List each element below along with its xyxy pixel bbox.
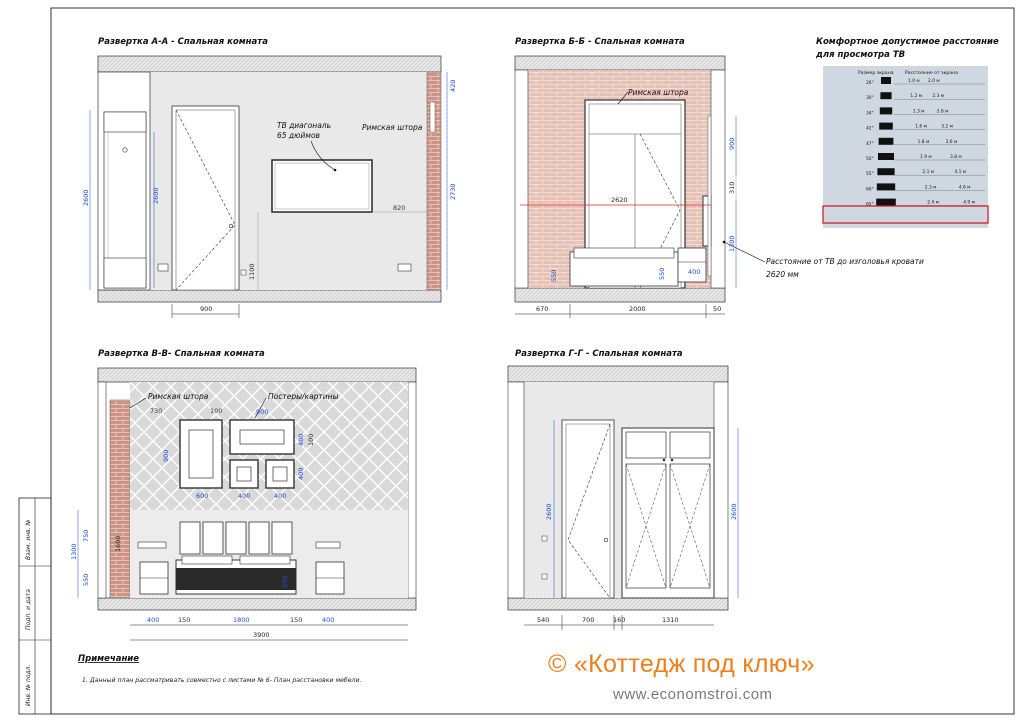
tv-row-min: 1.0 м bbox=[908, 79, 920, 84]
tv-screen-icon bbox=[879, 138, 894, 145]
aa-dim-tv-y: 1100 bbox=[248, 263, 256, 280]
bb-dim-left: 670 bbox=[536, 305, 549, 313]
tv-row-size: 55" bbox=[866, 172, 874, 178]
notes-item-1: 1. Данный план рассматривать совместно с листами № 6- План расстановки мебели. bbox=[82, 677, 362, 684]
view-gg-title: Развертка Г-Г - Спальная комната bbox=[515, 349, 683, 359]
notes-block bbox=[78, 654, 362, 684]
view-vv bbox=[70, 349, 416, 640]
tv-row-size: 30" bbox=[866, 96, 874, 102]
brand-site: www.economstroi.com bbox=[613, 686, 773, 703]
tv-panel-title-2: для просмотра ТВ bbox=[816, 50, 906, 60]
vv-dim-b5: 400 bbox=[322, 616, 335, 624]
stamp-inv-orig: Инв. № подл. bbox=[25, 664, 32, 706]
gg-dim-wardrobe-h: 2600 bbox=[730, 503, 738, 520]
tv-row-size: 42" bbox=[866, 126, 874, 132]
tv-row-size: 65" bbox=[866, 202, 874, 208]
tv-screen-icon bbox=[881, 77, 891, 84]
view-gg bbox=[508, 349, 738, 630]
gg-dim-b4: 1310 bbox=[662, 616, 679, 624]
vv-dim-gap-m: 100 bbox=[210, 407, 223, 415]
vv-dim-total: 3900 bbox=[253, 631, 270, 639]
bb-distance: 2620 bbox=[611, 196, 628, 204]
tv-panel-col-dist: Расстояние от экрана bbox=[905, 71, 958, 76]
aa-tv-label-1: ТВ диагональ bbox=[277, 121, 332, 130]
notes-heading: Примечание bbox=[78, 654, 140, 664]
tv-row-max: 2.6 м bbox=[936, 109, 949, 115]
aa-dim-cab-h: 2600 bbox=[152, 187, 160, 204]
tv-row-min: 2.1 м bbox=[922, 170, 935, 176]
tv-screen-icon bbox=[880, 92, 891, 99]
tv-row-max: 4.9 м bbox=[963, 200, 975, 206]
view-bb-title: Развертка Б-Б - Спальная комната bbox=[515, 37, 685, 47]
tv-screen-icon bbox=[876, 199, 896, 206]
vv-dim-head-h: 550 bbox=[281, 575, 289, 588]
tv-row-size: 34" bbox=[866, 111, 874, 117]
tv-panel-col-size: Размер экрана bbox=[858, 71, 894, 76]
aa-curtain-label: Римская штора bbox=[362, 123, 423, 132]
bb-curtain-label: Римская штора bbox=[628, 88, 689, 97]
tv-row-max: 2.3 м bbox=[932, 94, 945, 100]
view-aa bbox=[82, 37, 457, 318]
tv-row-max: 2.0 м bbox=[928, 79, 940, 84]
aa-dim-door-w: 900 bbox=[200, 305, 213, 313]
vv-dim-r-h2: 400 bbox=[297, 467, 305, 480]
tv-panel-title-1: Комфортное допустимое расстояние bbox=[816, 37, 999, 47]
vv-dim-b2: 150 bbox=[178, 616, 191, 624]
vv-dim-b1: 400 bbox=[147, 616, 160, 624]
gg-dim-b2: 700 bbox=[582, 616, 595, 624]
vv-dim-sm-b: 400 bbox=[274, 492, 287, 500]
tv-row-min: 1.8 м bbox=[917, 139, 930, 145]
bb-dim-bed-h: 550 bbox=[550, 269, 558, 282]
aa-dim-top: 420 bbox=[449, 79, 457, 92]
bb-note-2: 2620 мм bbox=[766, 270, 799, 279]
tv-row-max: 4.6 м bbox=[958, 185, 971, 191]
vv-curtain-label: Римская штора bbox=[148, 392, 209, 401]
tv-row-size: 50" bbox=[866, 157, 874, 162]
view-vv-title: Развертка В-В- Спальная комната bbox=[98, 349, 265, 359]
vv-posters-label: Постеры/картины bbox=[268, 392, 339, 401]
bb-dim-low-h: 1300 bbox=[728, 235, 736, 252]
tv-row-max: 3.8 м bbox=[950, 155, 962, 160]
bb-dim-night-w: 400 bbox=[688, 268, 701, 276]
bb-dim-night-h: 550 bbox=[658, 267, 666, 280]
aa-dim-room-h: 2730 bbox=[449, 183, 457, 200]
tv-row-size: 26" bbox=[866, 81, 874, 86]
vv-dim-mid: 750 bbox=[82, 529, 90, 542]
tv-row-min: 2.4 м bbox=[927, 200, 939, 206]
brand-name: © «Коттедж под ключ» bbox=[548, 650, 815, 678]
aa-dim-tv-w: 820 bbox=[393, 204, 406, 212]
tv-row-min: 1.6 м bbox=[915, 124, 927, 130]
tv-row-size: 47" bbox=[866, 141, 874, 147]
vv-dim-top-w: 900 bbox=[256, 408, 269, 416]
tv-row-max: 3.6 м bbox=[945, 139, 958, 145]
bb-dim-bed-w: 2000 bbox=[629, 305, 646, 313]
vv-dim-big-h: 900 bbox=[162, 449, 170, 462]
vv-dim-wall-h: 1300 bbox=[70, 543, 78, 560]
vv-dim-lo: 550 bbox=[82, 573, 90, 586]
stamp-sign-date: Подп. и дата bbox=[25, 589, 32, 630]
stamp-block bbox=[19, 498, 51, 714]
tv-row-max: 4.1 м bbox=[954, 170, 967, 176]
gg-dim-door-h: 2600 bbox=[545, 503, 553, 520]
tv-screen-icon bbox=[877, 183, 895, 190]
gg-dim-b1: 540 bbox=[537, 616, 550, 624]
bb-dim-right: 50 bbox=[713, 305, 722, 313]
bb-dim-win-mid: 310 bbox=[728, 181, 736, 194]
vv-dim-b4: 150 bbox=[290, 616, 303, 624]
tv-screen-icon bbox=[879, 123, 893, 130]
aa-tv-label-2: 65 дюймов bbox=[277, 131, 320, 140]
vv-dim-gap-l: 730 bbox=[150, 407, 163, 415]
vv-dim-r-gap: 100 bbox=[307, 433, 315, 446]
bb-dim-win-top: 900 bbox=[728, 137, 736, 150]
gg-dim-b3: 160 bbox=[613, 616, 626, 624]
vv-dim-sm-a: 400 bbox=[238, 492, 251, 500]
tv-screen-icon bbox=[878, 153, 894, 160]
tv-distance-panel bbox=[815, 37, 999, 228]
vv-dim-b3: 1800 bbox=[233, 616, 250, 624]
stamp-inv-no: Взам. инв. № bbox=[25, 519, 32, 560]
vv-dim-sock-h: 1600 bbox=[114, 535, 122, 552]
vv-dim-r-h1: 400 bbox=[297, 433, 305, 446]
tv-row-min: 1.9 м bbox=[920, 155, 932, 160]
view-aa-title: Развертка А-А - Спальная комната bbox=[98, 37, 268, 47]
tv-row-min: 1.3 м bbox=[912, 109, 925, 115]
tv-row-min: 2.3 м bbox=[924, 185, 937, 191]
tv-row-min: 1.2 м bbox=[910, 94, 923, 100]
tv-row-size: 60" bbox=[866, 187, 874, 193]
tv-screen-icon bbox=[880, 107, 892, 114]
vv-dim-big-w: 600 bbox=[196, 492, 209, 500]
tv-screen-icon bbox=[877, 168, 894, 175]
tv-row-max: 3.2 м bbox=[941, 124, 953, 130]
bb-note-1: Расстояние от ТВ до изголовья кровати bbox=[766, 257, 924, 266]
aa-dim-wall-h: 2600 bbox=[82, 189, 90, 206]
